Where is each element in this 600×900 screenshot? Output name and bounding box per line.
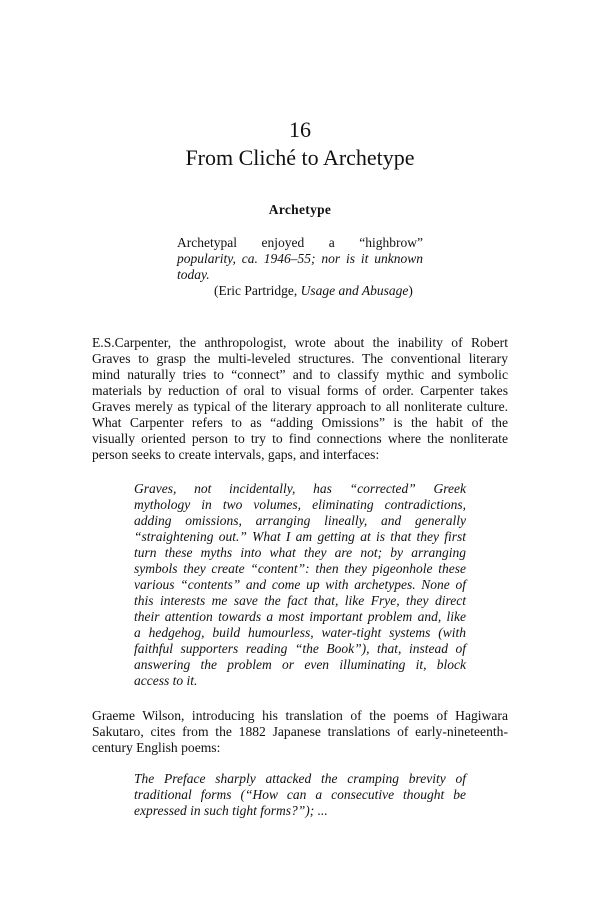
paragraph-2 xyxy=(92,708,508,756)
text-line: century English poems: xyxy=(92,740,221,755)
attribution-close: ) xyxy=(408,283,413,298)
text-line: answering the problem or even illuminating it, block xyxy=(134,657,466,672)
text-line: “straightening out.” What I am getting at is that they first xyxy=(134,529,466,544)
text-line: traditional forms (“How can a consecutive thought be xyxy=(134,787,466,802)
paragraph-1 xyxy=(92,335,508,463)
epigraph-line: Archetypal enjoyed a “highbrow” xyxy=(177,235,423,250)
text-line: Graves, not incidentally, has “corrected” Greek xyxy=(134,481,466,496)
text-line: Sakutaro, cites from the 1882 Japanese translations of early-nineteenth- xyxy=(92,724,508,739)
chapter-title: From Cliché to Archetype xyxy=(185,145,415,170)
text-line: expressed in such tight forms?”); ... xyxy=(134,803,328,818)
text-line: The Preface sharply attacked the cramping brevity of xyxy=(134,771,466,786)
text-line: E.S.Carpenter, the anthropologist, wrote about the inability of Robert xyxy=(92,335,508,350)
section-heading: Archetype xyxy=(268,202,332,217)
text-line: Graves merely as typical of the literary approach to all nonliterate culture. xyxy=(92,399,508,414)
epigraph-line: popularity, ca. 1946–55; nor is it unknown xyxy=(177,251,423,266)
chapter-number: 16 xyxy=(289,117,311,142)
text-line: a hedgehog, build humourless, water-tight systems (with xyxy=(134,625,466,640)
text-line: symbols they create “content”: then they pigeonhole these xyxy=(134,561,466,576)
block-quote-2 xyxy=(134,771,466,819)
text-line: access to it. xyxy=(134,673,198,688)
epigraph-line: today. xyxy=(177,267,210,282)
text-line: visually oriented person to try to find connections where the nonliterate xyxy=(92,431,508,446)
text-line: faithful supporters reading “the Book”), that, instead of xyxy=(134,641,466,656)
text-line: Graves to grasp the multi-leveled structures. The conventional literary xyxy=(92,351,508,366)
text-line: adding omissions, arranging lineally, and generally xyxy=(134,513,466,528)
text-line: various “contents” and come up with archetypes. None of xyxy=(134,577,466,592)
text-line: turn these myths into what they are not; by arranging xyxy=(134,545,466,560)
text-line: their attention towards a most important problem and, like xyxy=(134,609,466,624)
text-line: What Carpenter refers to as “adding Omissions” is the habit of the xyxy=(92,415,508,430)
attribution-author: (Eric Partridge, xyxy=(214,283,301,298)
text-line: mind naturally tries to “connect” and to classify mythic and symbolic xyxy=(92,367,508,382)
text-line: person seeks to create intervals, gaps, and interfaces: xyxy=(92,447,380,462)
text-line: this interests me save the fact that, like Frye, they direct xyxy=(134,593,466,608)
attribution-title: Usage and Abusage xyxy=(300,283,409,298)
text-line: mythology in two volumes, eliminating contradictions, xyxy=(134,497,466,512)
text-line: Graeme Wilson, introducing his translation of the poems of Hagiwara xyxy=(92,708,508,723)
block-quote-1 xyxy=(134,481,466,689)
epigraph xyxy=(177,235,423,283)
text-line: materials by reduction of oral to visual forms of order. Carpenter takes xyxy=(92,383,508,398)
epigraph-attribution xyxy=(214,283,413,299)
